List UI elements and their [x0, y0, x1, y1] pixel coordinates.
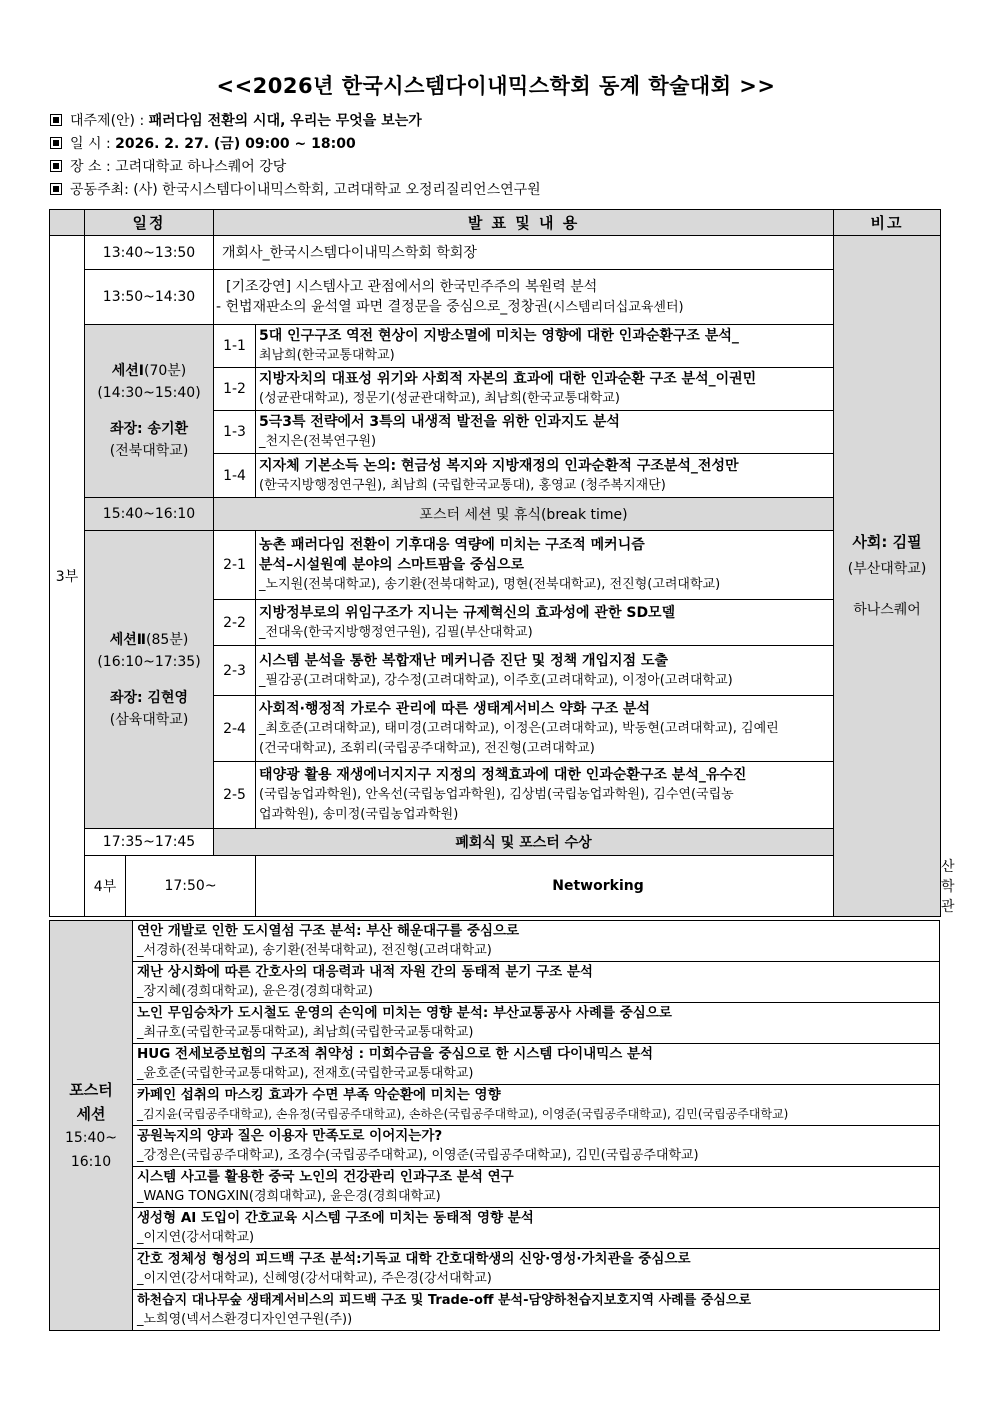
- poster-row: [50, 962, 940, 1003]
- poster-item: 재난 상시화에 따른 간호사의 대응력과 내적 자원 간의 동태적 분기 구조 분석 _장지혜(경희대학교), 윤은경(경희대학교): [133, 962, 940, 1003]
- poster-label1: 포스터: [69, 1080, 113, 1099]
- s1-2-text: 지방자치의 대표성 위기와 사회적 자본의 효과에 대한 인과순환 구조 분석_이권민 (성균관대학교), 정문기(성균관대학교), 최남희(한국교통대학교): [256, 368, 834, 411]
- theme-value: 패러다임 전환의 시대, 우리는 무엇을 보는가: [148, 113, 422, 129]
- session2-cell: [85, 531, 214, 829]
- poster-item: 카페인 섭취의 마스킹 효과가 수면 부족 악순환에 미치는 영향 _김지윤(국립공주대학교), 손유정(국립공주대학교), 손하은(국립공주대학교), 이영준(국립공주대학교), 김민(국립공주대학교): [133, 1085, 940, 1126]
- header-blank: [50, 210, 85, 236]
- note-place: 하나스퀘어: [853, 601, 921, 618]
- opening-text: 개회사_한국시스템다이내믹스학회 학회장: [214, 236, 834, 270]
- s1-2-no: 1-2: [214, 368, 256, 411]
- s2-5-no: 2-5: [214, 762, 256, 829]
- poster-item: 연안 개발로 인한 도시열섬 구조 분석: 부산 해운대구를 중심으로 _서경하(전북대학교), 송기환(전북대학교), 전진형(고려대학교): [133, 921, 940, 962]
- session1-cell: [85, 325, 214, 498]
- poster-row: [50, 1126, 940, 1167]
- info-theme: [50, 110, 541, 133]
- poster-row: [50, 1003, 940, 1044]
- host-label: 공동주최:: [70, 182, 134, 198]
- page-title: <<2026년 한국시스템다이내믹스학회 동계 학술대회 >>: [216, 74, 776, 98]
- s1-3-text: 5극3특 전략에서 3특의 내생적 발전을 위한 인과지도 분석 _천지은(전북연구원): [256, 411, 834, 454]
- s2-2-text: 지방정부로의 위임구조가 지니는 규제혁신의 효과성에 관한 SD모델 _전대욱(한국지방행정연구원), 김필(부산대학교): [256, 600, 834, 646]
- poster-row: [50, 1044, 940, 1085]
- schedule-table: [49, 209, 955, 917]
- poster-item: 노인 무임승차가 도시철도 운영의 손익에 미치는 영향 분석: 부산교통공사 사례를 중심으로 _최규호(국립한국교통대학교), 최남희(국립한국교통대학교): [133, 1003, 940, 1044]
- schedule-header-row: [50, 210, 941, 236]
- poster-row: [50, 1167, 940, 1208]
- break-time: 15:40~16:10: [85, 498, 214, 531]
- poster-row: [50, 1290, 940, 1331]
- date-value: 2026. 2. 27. (금) 09:00 ~ 18:00: [115, 136, 356, 152]
- closing-text: 폐회식 및 포스터 수상: [214, 829, 834, 856]
- part4-label: 4부: [85, 856, 126, 917]
- s1-1-text: 5대 인구구조 역전 현상이 지방소멸에 미치는 영향에 대한 인과순환구조 분석_ 최남희(한국교통대학교): [256, 325, 834, 368]
- break-text: 포스터 세션 및 휴식(break time): [214, 498, 834, 531]
- session1-time: (14:30~15:40): [97, 385, 201, 401]
- header-content: 발 표 및 내 용: [214, 210, 834, 236]
- s2-row: [50, 531, 941, 600]
- session1-name: 세션Ⅰ(70분): [111, 363, 187, 379]
- poster-item: 공원녹지의 양과 질은 이용자 만족도로 이어지는가? _강정은(국립공주대학교), 조경수(국립공주대학교), 이영준(국립공주대학교), 김민(국립공주대학교): [133, 1126, 940, 1167]
- poster-item: 하천습지 대나무숲 생태계서비스의 피드백 구조 및 Trade-off 분석-담양하천습지보호지역 사례를 중심으로 _노희영(넥서스환경디자인연구원(주)): [133, 1290, 940, 1331]
- session2-name: 세션Ⅱ(85분): [109, 631, 189, 648]
- s1-4-no: 1-4: [214, 454, 256, 498]
- square-bullet-icon: [50, 160, 62, 172]
- session2-time: (16:10~17:35): [97, 653, 201, 670]
- s1-row: [50, 325, 941, 368]
- note-mc: 사회: 김필: [852, 532, 922, 551]
- keynote-line2-text: - 헌법재판소의 윤석열 파면 결정문을 중심으로_정창권: [216, 298, 548, 315]
- poster-label-cell: [50, 921, 133, 1331]
- info-place: [50, 156, 541, 179]
- poster-item: 생성형 AI 도입이 간호교육 시스템 구조에 미치는 동태적 영향 분석 _이지연(강서대학교): [133, 1208, 940, 1249]
- event-info: [50, 110, 541, 202]
- s2-5-text: 태양광 활용 재생에너지지구 지정의 정책효과에 대한 인과순환구조 분석_유수진 (국립농업과학원), 안옥선(국립농업과학원), 김상범(국립농업과학원), 김수연(국립농 업과학원), 송미정(국립농업과학원): [256, 762, 834, 829]
- note-cell: [834, 236, 941, 917]
- networking-row: 4부 17:50~ Networking 산학관: [50, 856, 941, 917]
- place-value: 고려대학교 하나스퀘어 강당: [115, 159, 287, 175]
- header-time: 일정: [85, 210, 214, 236]
- info-host: [50, 179, 541, 202]
- host-value: (사) 한국시스템다이내믹스학회, 고려대학교 오정리질리언스연구원: [133, 182, 541, 198]
- opening-row: [50, 236, 941, 270]
- header-note: 비고: [834, 210, 941, 236]
- opening-time: 13:40~13:50: [85, 236, 214, 270]
- s2-3-no: 2-3: [214, 646, 256, 696]
- session2-chair-aff: (삼육대학교): [109, 711, 189, 728]
- keynote-line1: [기조강연] 시스템사고 관점에서의 한국민주주의 복원력 분석: [226, 278, 598, 295]
- poster-item: 시스템 사고를 활용한 중국 노인의 건강관리 인과구조 분석 연구 _WANG TONGXIN(경희대학교), 윤은경(경희대학교): [133, 1167, 940, 1208]
- info-date: [50, 133, 541, 156]
- square-bullet-icon: [50, 137, 62, 149]
- poster-row: [50, 1249, 940, 1290]
- s2-4-no: 2-4: [214, 696, 256, 762]
- closing-time: 17:35~17:45: [85, 829, 214, 856]
- s2-4-text: 사회적·행정적 가로수 관리에 따른 생태계서비스 약화 구조 분석 _최호준(고려대학교), 태미경(고려대학교), 이정은(고려대학교), 박동현(고려대학교), 김예린 (건국대학교), 조휘리(국립공주대학교), 전진형(고려대학교): [256, 696, 834, 762]
- session1-chair: 좌장: 송기환: [109, 421, 189, 437]
- poster-item: HUG 전세보증보험의 구조적 취약성 : 미회수금을 중심으로 한 시스템 다이내믹스 분석 _윤호준(국립한국교통대학교), 전재호(국립한국교통대학교): [133, 1044, 940, 1085]
- keynote-line2-aff: (시스템리더십교육센터): [547, 299, 684, 315]
- break-row: [50, 498, 941, 531]
- poster-time1: 15:40~: [64, 1129, 118, 1146]
- poster-item: 간호 정체성 형성의 피드백 구조 분석:기독교 대학 간호대학생의 신앙·영성·가치관을 중심으로 _이지연(강서대학교), 신혜영(강서대학교), 주은경(강서대학교): [133, 1249, 940, 1290]
- poster-table: [49, 920, 940, 1331]
- keynote-text: [214, 270, 834, 325]
- date-label: 일 시 :: [70, 136, 116, 152]
- part3-label: 3부: [50, 236, 85, 917]
- poster-row: [50, 1208, 940, 1249]
- s2-3-text: 시스템 분석을 통한 복합재난 메커니즘 진단 및 정책 개입지점 도출 _필감공(고려대학교), 강수정(고려대학교), 이주호(고려대학교), 이정아(고려대학교): [256, 646, 834, 696]
- s1-4-text: 지자체 기본소득 논의: 현금성 복지와 지방재정의 인과순환적 구조분석_전성만 (한국지방행정연구원), 최남희 (국립한국교통대), 홍영교 (청주복지재단): [256, 454, 834, 498]
- closing-row: [50, 829, 941, 856]
- keynote-line2: [216, 297, 830, 318]
- s1-1-no: 1-1: [214, 325, 256, 368]
- networking-text: Networking: [256, 856, 941, 917]
- keynote-row: [50, 270, 941, 325]
- s2-2-no: 2-2: [214, 600, 256, 646]
- poster-label2: 세션: [76, 1104, 106, 1123]
- square-bullet-icon: [50, 114, 62, 126]
- s1-3-no: 1-3: [214, 411, 256, 454]
- square-bullet-icon: [50, 183, 62, 195]
- poster-row: [50, 921, 940, 962]
- s2-1-no: 2-1: [214, 531, 256, 600]
- note-mc-aff: (부산대학교): [847, 560, 927, 577]
- poster-row: [50, 1085, 940, 1126]
- session2-chair: 좌장: 김현영: [109, 689, 189, 706]
- s2-1-text: 농촌 패러다임 전환이 기후대응 역량에 미치는 구조적 메커니즘 분석–시설원예 분야의 스마트팜을 중심으로 _노지원(전북대학교), 송기환(전북대학교), 명현(전북대학교), 전진형(고려대학교): [256, 531, 834, 600]
- theme-label: 대주제(안) :: [70, 113, 149, 129]
- session1-chair-aff: (전북대학교): [109, 443, 189, 459]
- keynote-time: 13:50~14:30: [85, 270, 214, 325]
- networking-time: 17:50~: [126, 856, 256, 917]
- place-label: 장 소 :: [70, 159, 116, 175]
- poster-time2: 16:10: [70, 1153, 112, 1170]
